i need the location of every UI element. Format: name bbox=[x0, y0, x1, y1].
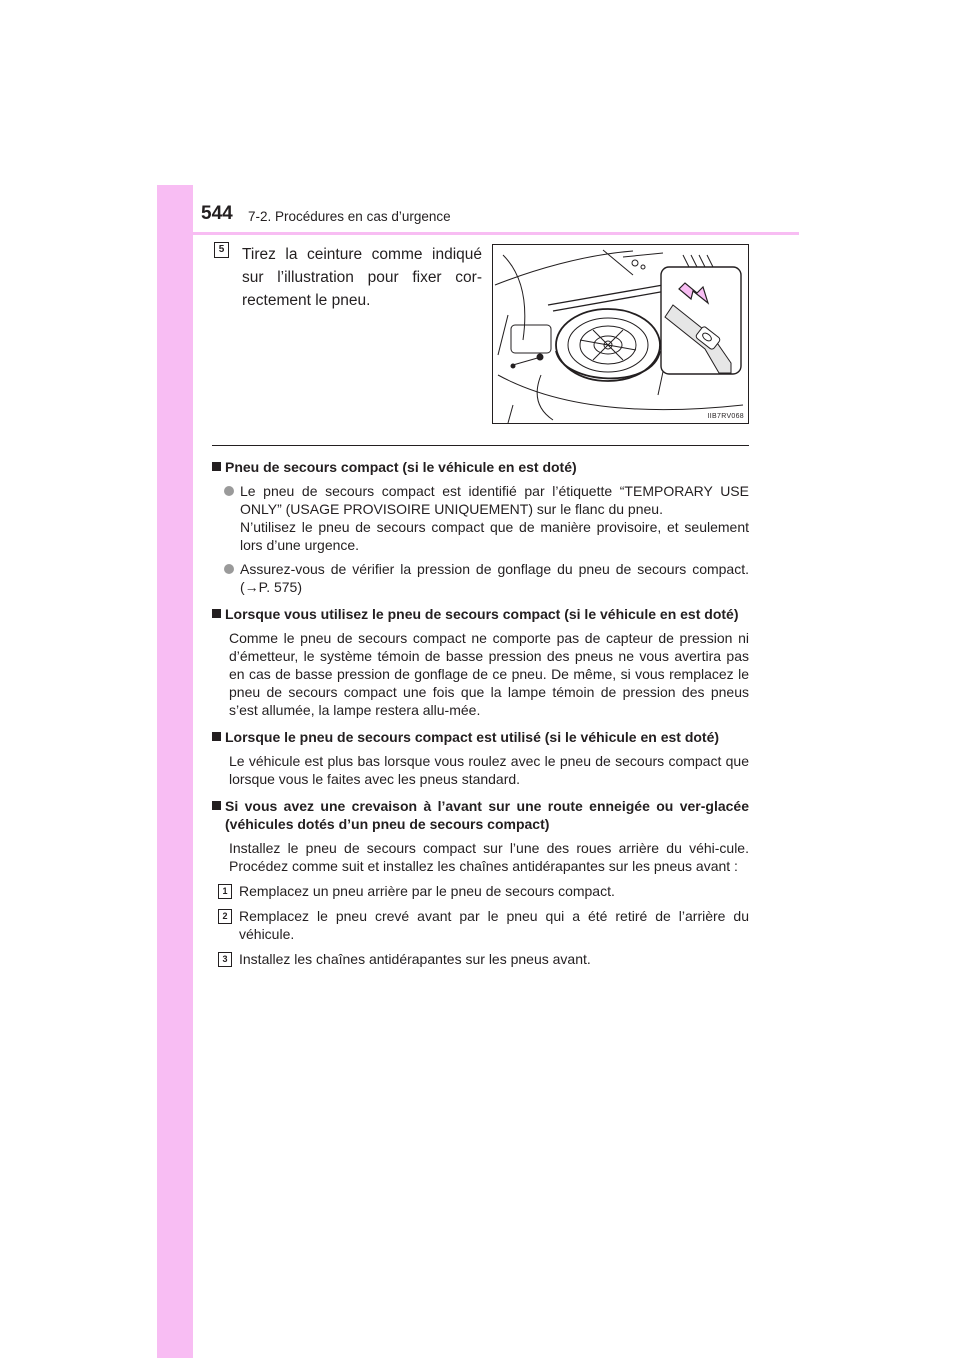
heading-text: Lorsque le pneu de secours compact est utilisé (si le véhicule en est doté) bbox=[225, 729, 720, 745]
step-text: Remplacez un pneu arrière par le pneu de secours compact. bbox=[239, 883, 615, 899]
heading-text: Lorsque vous utilisez le pneu de secours compact (si le véhicule en est doté) bbox=[225, 606, 739, 622]
heading-text: Pneu de secours compact (si le véhicule en est doté) bbox=[225, 459, 577, 475]
round-bullet-icon bbox=[224, 486, 234, 496]
bullet-item bbox=[212, 482, 749, 554]
paragraph: Le véhicule est plus bas lorsque vous roulez avec le pneu de secours compact que lorsque vous le faites avec les pneus standard. bbox=[229, 753, 749, 787]
heading-front-flat-snow bbox=[212, 797, 749, 833]
trunk-spare-tire-drawing bbox=[493, 245, 748, 423]
illustration-code: IIB7RV068 bbox=[707, 413, 744, 420]
round-bullet-icon bbox=[224, 564, 234, 574]
section-title: 7-2. Procédures en cas d’urgence bbox=[248, 209, 451, 224]
bullet-item bbox=[212, 560, 749, 596]
bullet-text: Assurez-vous de vérifier la pression de gonflage du pneu de secours compact. (→P. 575) bbox=[240, 561, 749, 595]
numbered-step bbox=[212, 907, 749, 943]
heading-text: Si vous avez une crevaison à l’avant sur une route enneigée ou ver-glacée (véhicules dotés d’un pneu de secours compact) bbox=[225, 798, 749, 832]
square-bullet-icon bbox=[212, 609, 221, 618]
heading-using-compact-spare bbox=[212, 605, 749, 623]
square-bullet-icon bbox=[212, 462, 221, 471]
step-number: 3 bbox=[218, 952, 232, 967]
square-bullet-icon bbox=[212, 801, 221, 810]
section-divider bbox=[212, 445, 749, 446]
heading-compact-spare bbox=[212, 458, 749, 476]
numbered-step bbox=[212, 882, 749, 900]
heading-compact-spare-in-use bbox=[212, 728, 749, 746]
paragraph: Comme le pneu de secours compact ne comporte pas de capteur de pression ni d’émetteur, le système témoin de basse pression des pneus ne vous avertira pas en cas de basse pression de gonflage de ce pneu. De même, si vous remplacez le pneu de secours compact une fois que la lampe témoin de pression des pneus s’est allumée, la lampe restera allu-mée. bbox=[229, 630, 749, 718]
header-rule bbox=[193, 232, 799, 235]
step-number: 2 bbox=[218, 909, 232, 924]
step-5-text: Tirez la ceinture comme indiqué sur l’illustration pour fixer cor-rectement le pneu. bbox=[242, 246, 482, 309]
bullet-text: Le pneu de secours compact est identifié par l’étiquette “TEMPORARY USE ONLY” (USAGE PROVISOIRE UNIQUEMENT) sur le flanc du pneu. bbox=[240, 483, 749, 517]
numbered-step bbox=[212, 950, 749, 968]
square-bullet-icon bbox=[212, 732, 221, 741]
step-number-5: 5 bbox=[214, 242, 229, 258]
paragraph: Installez le pneu de secours compact sur l’une des roues arrière du véhi-cule. Procédez comme suit et installez les chaînes antidérapantes sur les pneus avant : bbox=[229, 840, 749, 874]
step-text: Remplacez le pneu crevé avant par le pneu qui a été retiré de l’arrière du véhicule. bbox=[239, 908, 749, 942]
page-number: 544 bbox=[201, 203, 233, 224]
notes-content bbox=[212, 458, 749, 968]
bullet-text-continued: N’utilisez le pneu de secours compact que de manière provisoire, et seulement lors d’une urgence. bbox=[240, 519, 749, 553]
step-text: Installez les chaînes antidérapantes sur les pneus avant. bbox=[239, 951, 591, 967]
spare-tire-strap-illustration bbox=[492, 244, 749, 424]
step-number: 1 bbox=[218, 884, 232, 899]
chapter-sidebar-tab bbox=[157, 185, 193, 1358]
